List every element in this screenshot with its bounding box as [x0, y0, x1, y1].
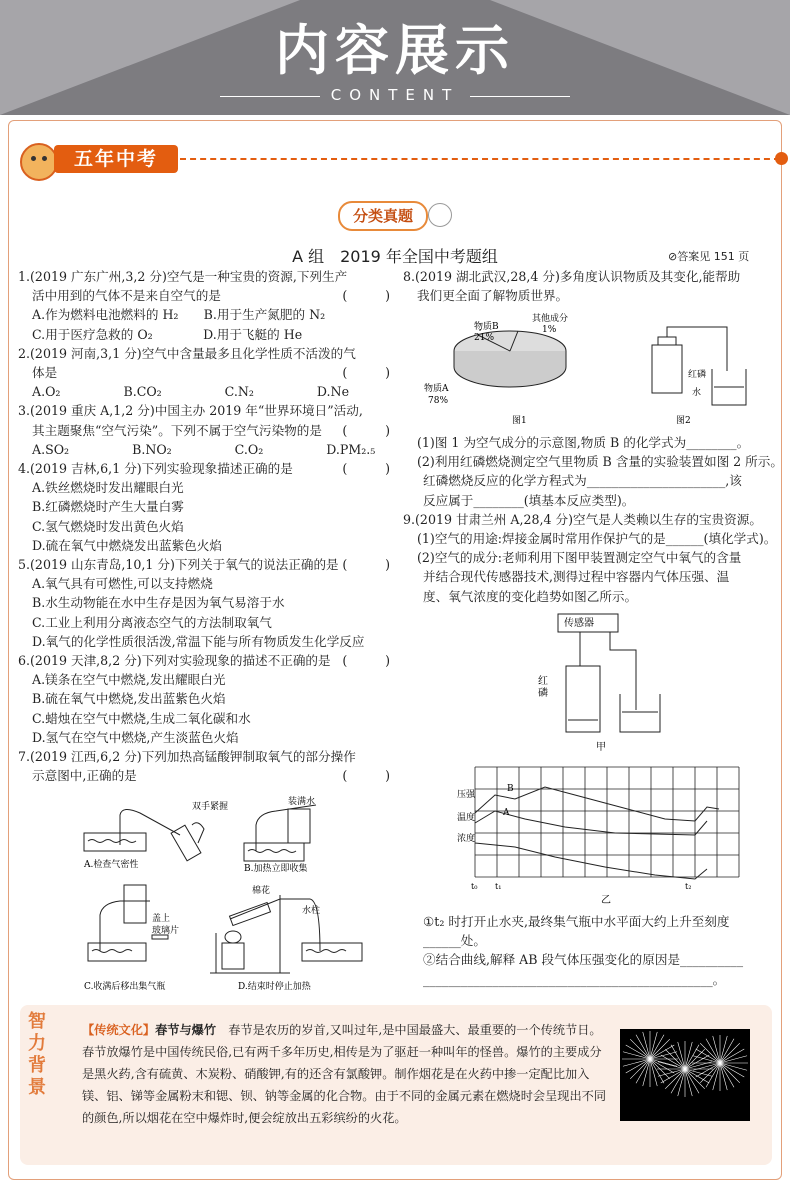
label-hand: 双手紧握	[192, 802, 229, 812]
question-line: 示意图中,正确的是	[32, 768, 137, 784]
question-line: 体是	[32, 365, 58, 381]
banner-subtitle: CONTENT	[321, 86, 470, 104]
question-line: ______________________________________________。	[423, 971, 726, 987]
label-water: 水	[692, 388, 702, 398]
question-line: 反应属于________(填基本反应类型)。	[423, 492, 635, 508]
question-line: D.氧气的化学性质很活泼,常温下能与所有物质发生化学反应	[32, 633, 365, 649]
answer-paren: ( )	[342, 557, 390, 572]
section-label: 五年中考	[54, 145, 178, 173]
question-line: 2.(2019 河南,3,1 分)空气中含量最多且化学性质不活泼的气	[18, 345, 356, 361]
answer-paren: ( )	[342, 365, 390, 380]
question-line: ②结合曲线,解释 AB 段气体压强变化的原因是__________	[423, 952, 744, 968]
label-t2: t₂	[685, 882, 692, 891]
label-water-column: 水柱	[302, 906, 321, 916]
label-fig1: 图1	[512, 416, 527, 426]
question-line: 活中用到的气体不是来自空气的是	[32, 288, 221, 304]
q9-apparatus-jia	[530, 612, 680, 754]
answer-paren: ( )	[342, 653, 390, 668]
question-line: 7.(2019 江西,6,2 分)下列加热高锰酸钾制取氧气的部分操作	[18, 749, 356, 765]
temperature-curve	[475, 811, 707, 835]
label-a: A.检查气密性	[84, 860, 139, 870]
label-glass: 玻璃片	[152, 926, 180, 936]
tip-body: 春节是农历的岁首,又叫过年,是中国最盛大、最重要的一个传统节日。春节放爆竹是中国传统民俗,已有两千多年历史,相传是为了驱赶一种叫年的怪兽。爆竹的主要成分是黑火药,含有硫黄、木炭粉、硝酸钾,有的还含有氯酸钾。制作烟花是在火药中掺一定配比加入镁、铝、锑等金属粉末和锶、钡、钠等金属的化合物。由于不同的金属元素在燃烧时会呈现出不同的颜色,所以烟花在空中爆炸时,便会绽放出五彩缤纷的火花。	[82, 1023, 607, 1125]
label-b-pct: 21%	[474, 333, 495, 343]
deer-mascot-icon	[20, 143, 58, 181]
question-line: A.镁条在空气中燃烧,发出耀眼白光	[32, 672, 226, 688]
answer-paren: ( )	[342, 461, 390, 476]
question-line: C.用于医疗急救的 O₂ D.用于飞艇的 He	[32, 326, 303, 342]
question-line: 并结合现代传感器技术,测得过程中容器内气体压强、温	[423, 569, 730, 585]
label-sensor: 传感器	[564, 618, 594, 629]
question-line: 其主题聚焦“空气污染”。下列不属于空气污染物的是	[32, 422, 322, 438]
question-line: C.工业上利用分离液态空气的方法制取氧气	[32, 614, 272, 630]
label-other-pct: 1%	[542, 325, 557, 335]
question-line: A.SO₂ B.NO₂ C.O₂ D.PM₂.₅	[32, 441, 376, 457]
banner-title: 内容展示	[275, 19, 515, 82]
label-d: D.结束时停止加热	[238, 982, 311, 992]
group-title: A 组 2019 年全国中考题组	[292, 247, 498, 266]
question-line: (1)空气的用途:焊接金属时常用作保护气的是______(填化学式)。	[417, 531, 777, 547]
tip-vertical-title: 智力背景	[28, 1011, 46, 1098]
label-a-pct: 78%	[428, 396, 449, 406]
label-jia: 甲	[596, 742, 606, 753]
label-substance-a: 物质A	[424, 384, 449, 394]
left-column	[18, 267, 390, 785]
tip-text	[82, 1019, 612, 1129]
page-banner	[0, 0, 790, 115]
check-icon: ⊘	[668, 250, 678, 263]
answer-paren: ( )	[342, 423, 390, 438]
label-other: 其他成分	[532, 314, 569, 324]
question-line: 4.(2019 吉林,6,1 分)下列实验现象描述正确的是	[18, 461, 293, 477]
label-yi: 乙	[601, 895, 611, 906]
label-pressure: 压强	[457, 790, 476, 800]
question-line: 度、氧气浓度的变化趋势如图乙所示。	[423, 588, 638, 604]
label-point-a: A	[503, 808, 510, 818]
concentration-curve	[475, 843, 707, 879]
question-line: (2)利用红磷燃烧测定空气里物质 B 含量的实验装置如图 2 所示。	[417, 454, 783, 470]
label-cotton: 棉花	[252, 886, 271, 896]
divider-dot-icon	[775, 152, 788, 165]
question-line: D.硫在氧气中燃烧发出蓝紫色火焰	[32, 537, 222, 553]
question-line: B.硫在氧气中燃烧,发出蓝紫色火焰	[32, 691, 226, 707]
label-t1: t₁	[495, 882, 502, 891]
label-t0: t₀	[471, 882, 478, 891]
answer-paren: ( )	[342, 288, 390, 303]
label-temperature: 温度	[457, 813, 476, 823]
question-line: A.作为燃料电池燃料的 H₂ B.用于生产氮肥的 N₂	[32, 307, 326, 323]
question-line: D.氢气在空气中燃烧,产生淡蓝色火焰	[32, 729, 239, 745]
category-badge: 分类真题	[338, 201, 428, 231]
question-line: (1)图 1 为空气成分的示意图,物质 B 的化学式为________。	[417, 435, 750, 450]
right-column-mid	[403, 433, 783, 606]
label-point-b: B	[507, 784, 514, 794]
label-red-phosphorus: 红磷	[688, 370, 707, 380]
label-fig2: 图2	[676, 416, 691, 426]
question-line: 3.(2019 重庆 A,1,2 分)中国主办 2019 年“世界环境日”活动,	[18, 403, 363, 419]
question-line: 1.(2019 广东广州,3,2 分)空气是一种宝贵的资源,下列生产	[18, 269, 348, 284]
question-line: ①t₂ 时打开止水夹,最终集气瓶中水平面大约上升至刻度	[423, 914, 730, 929]
question-line: B.水生动物能在水中生存是因为氧气易溶于水	[32, 595, 285, 611]
q7-apparatus-figure	[80, 795, 390, 995]
fireworks-icon	[620, 1029, 750, 1121]
label-substance-b: 物质B	[474, 322, 499, 332]
tip-tag: 【传统文化】	[82, 1023, 156, 1037]
right-column-top	[403, 267, 775, 305]
answer-note: ⊘答案见 151 页	[668, 250, 750, 263]
question-line: A.O₂ B.CO₂ C.N₂ D.Ne	[32, 384, 350, 400]
question-line: 我们更全面了解物质世界。	[417, 288, 569, 304]
q8-figures	[420, 307, 775, 429]
question-line: C.蜡烛在空气中燃烧,生成二氧化碳和水	[32, 710, 251, 726]
section-divider	[180, 158, 780, 160]
question-line: ______处。	[423, 933, 486, 949]
question-line: 6.(2019 天津,8,2 分)下列对实验现象的描述不正确的是	[18, 653, 331, 669]
molecule-icon	[428, 203, 452, 227]
question-line: A.氧气具有可燃性,可以支持燃烧	[32, 576, 213, 592]
q9-graph-yi	[455, 765, 755, 907]
question-line: C.氢气燃烧时发出黄色火焰	[32, 518, 184, 534]
label-full: 装满水	[288, 797, 316, 807]
label-cover: 盖上	[152, 914, 171, 924]
label-red: 红	[538, 676, 548, 687]
label-phosphorus: 磷	[538, 688, 548, 699]
label-concentration: 浓度	[457, 834, 476, 844]
question-line: 红磷燃烧反应的化学方程式为______________________,该	[423, 473, 742, 489]
question-line: 8.(2019 湖北武汉,28,4 分)多角度认识物质及其变化,能帮助	[403, 269, 741, 284]
question-line: 5.(2019 山东青岛,10,1 分)下列关于氧气的说法正确的是	[18, 557, 339, 573]
label-c: C.收满后移出集气瓶	[84, 982, 166, 992]
question-line: 9.(2019 甘肃兰州 A,28,4 分)空气是人类赖以生存的宝贵资源。	[403, 511, 762, 527]
fireworks-image	[620, 1029, 750, 1121]
question-line: A.铁丝燃烧时发出耀眼白光	[32, 480, 184, 496]
right-column-bottom	[403, 912, 775, 989]
background-tip-box	[20, 1005, 772, 1165]
question-line: (2)空气的成分:老师利用下图甲装置测定空气中氧气的含量	[417, 550, 742, 566]
question-line: B.红磷燃烧时产生大量白雾	[32, 499, 184, 515]
label-b: B.加热立即收集	[244, 864, 308, 874]
answer-paren: ( )	[342, 768, 390, 783]
tip-name: 春节与爆竹	[155, 1023, 217, 1037]
